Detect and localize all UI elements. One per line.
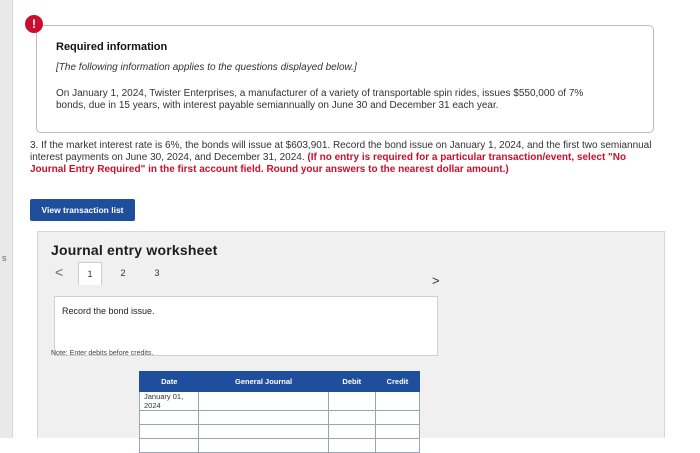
question-instruction: (If no entry is required for a particular transaction/event, select "No Journal Entry Required" in the first account field. Round your answers to the nearest dollar amount.): [30, 152, 627, 175]
journal-entry-worksheet: [37, 231, 665, 438]
date-cell[interactable]: [140, 411, 199, 425]
journal-table: [139, 371, 420, 453]
debits-note: Note: Enter debits before credits.: [51, 350, 154, 357]
credit-cell[interactable]: [375, 411, 419, 425]
date-cell[interactable]: [140, 439, 199, 453]
account-cell[interactable]: [199, 425, 328, 439]
worksheet-title: Journal entry worksheet: [51, 242, 218, 258]
col-credit-header: Credit: [375, 372, 419, 392]
debit-cell[interactable]: [328, 411, 375, 425]
view-transaction-list-button[interactable]: View transaction list: [30, 199, 135, 221]
account-cell[interactable]: [199, 439, 328, 453]
table-row: [140, 392, 420, 411]
required-info-title: Required information: [56, 41, 168, 53]
debit-cell[interactable]: [328, 439, 375, 453]
question-text: [30, 140, 660, 176]
required-info-box: [36, 25, 654, 133]
table-row: [140, 425, 420, 439]
required-info-note: [The following information applies to the questions displayed below.]: [56, 62, 357, 73]
credit-cell[interactable]: [375, 392, 419, 411]
date-cell[interactable]: [140, 425, 199, 439]
tab-2[interactable]: 2: [120, 268, 126, 278]
date-cell[interactable]: January 01, 2024: [140, 392, 199, 411]
table-row: [140, 439, 420, 453]
next-arrow-icon[interactable]: >: [432, 273, 440, 288]
account-cell[interactable]: [199, 411, 328, 425]
instruction-box: [54, 296, 438, 356]
instruction-text: Record the bond issue.: [62, 306, 155, 316]
required-info-body: On January 1, 2024, Twister Enterprises, a manufacturer of a variety of transportable spin rides, issues $550,000 of 7% bonds, due in 15 years, with interest payable semiannually on June 30 and December 31 each year.: [56, 88, 584, 111]
left-edge-strip: [0, 0, 13, 438]
col-date-header: Date: [140, 372, 199, 392]
question-body: 3. If the market interest rate is 6%, the bonds will issue at $603,901. Record the bond issue on January 1, 2024, and the first two semiannual interest payments on June 30, 2024, and December 31, 2024.: [30, 140, 652, 163]
tab-3[interactable]: 3: [154, 268, 160, 278]
debit-cell[interactable]: [328, 425, 375, 439]
edge-mark: s: [2, 253, 7, 263]
journal-header-row: [140, 372, 420, 392]
col-general-journal-header: General Journal: [199, 372, 328, 392]
prev-arrow-icon[interactable]: <: [55, 264, 64, 280]
table-row: [140, 411, 420, 425]
credit-cell[interactable]: [375, 439, 419, 453]
debit-cell[interactable]: [328, 392, 375, 411]
col-debit-header: Debit: [328, 372, 375, 392]
credit-cell[interactable]: [375, 425, 419, 439]
tab-1[interactable]: 1: [78, 262, 102, 285]
account-cell[interactable]: [199, 392, 328, 411]
alert-icon: !: [25, 15, 43, 33]
